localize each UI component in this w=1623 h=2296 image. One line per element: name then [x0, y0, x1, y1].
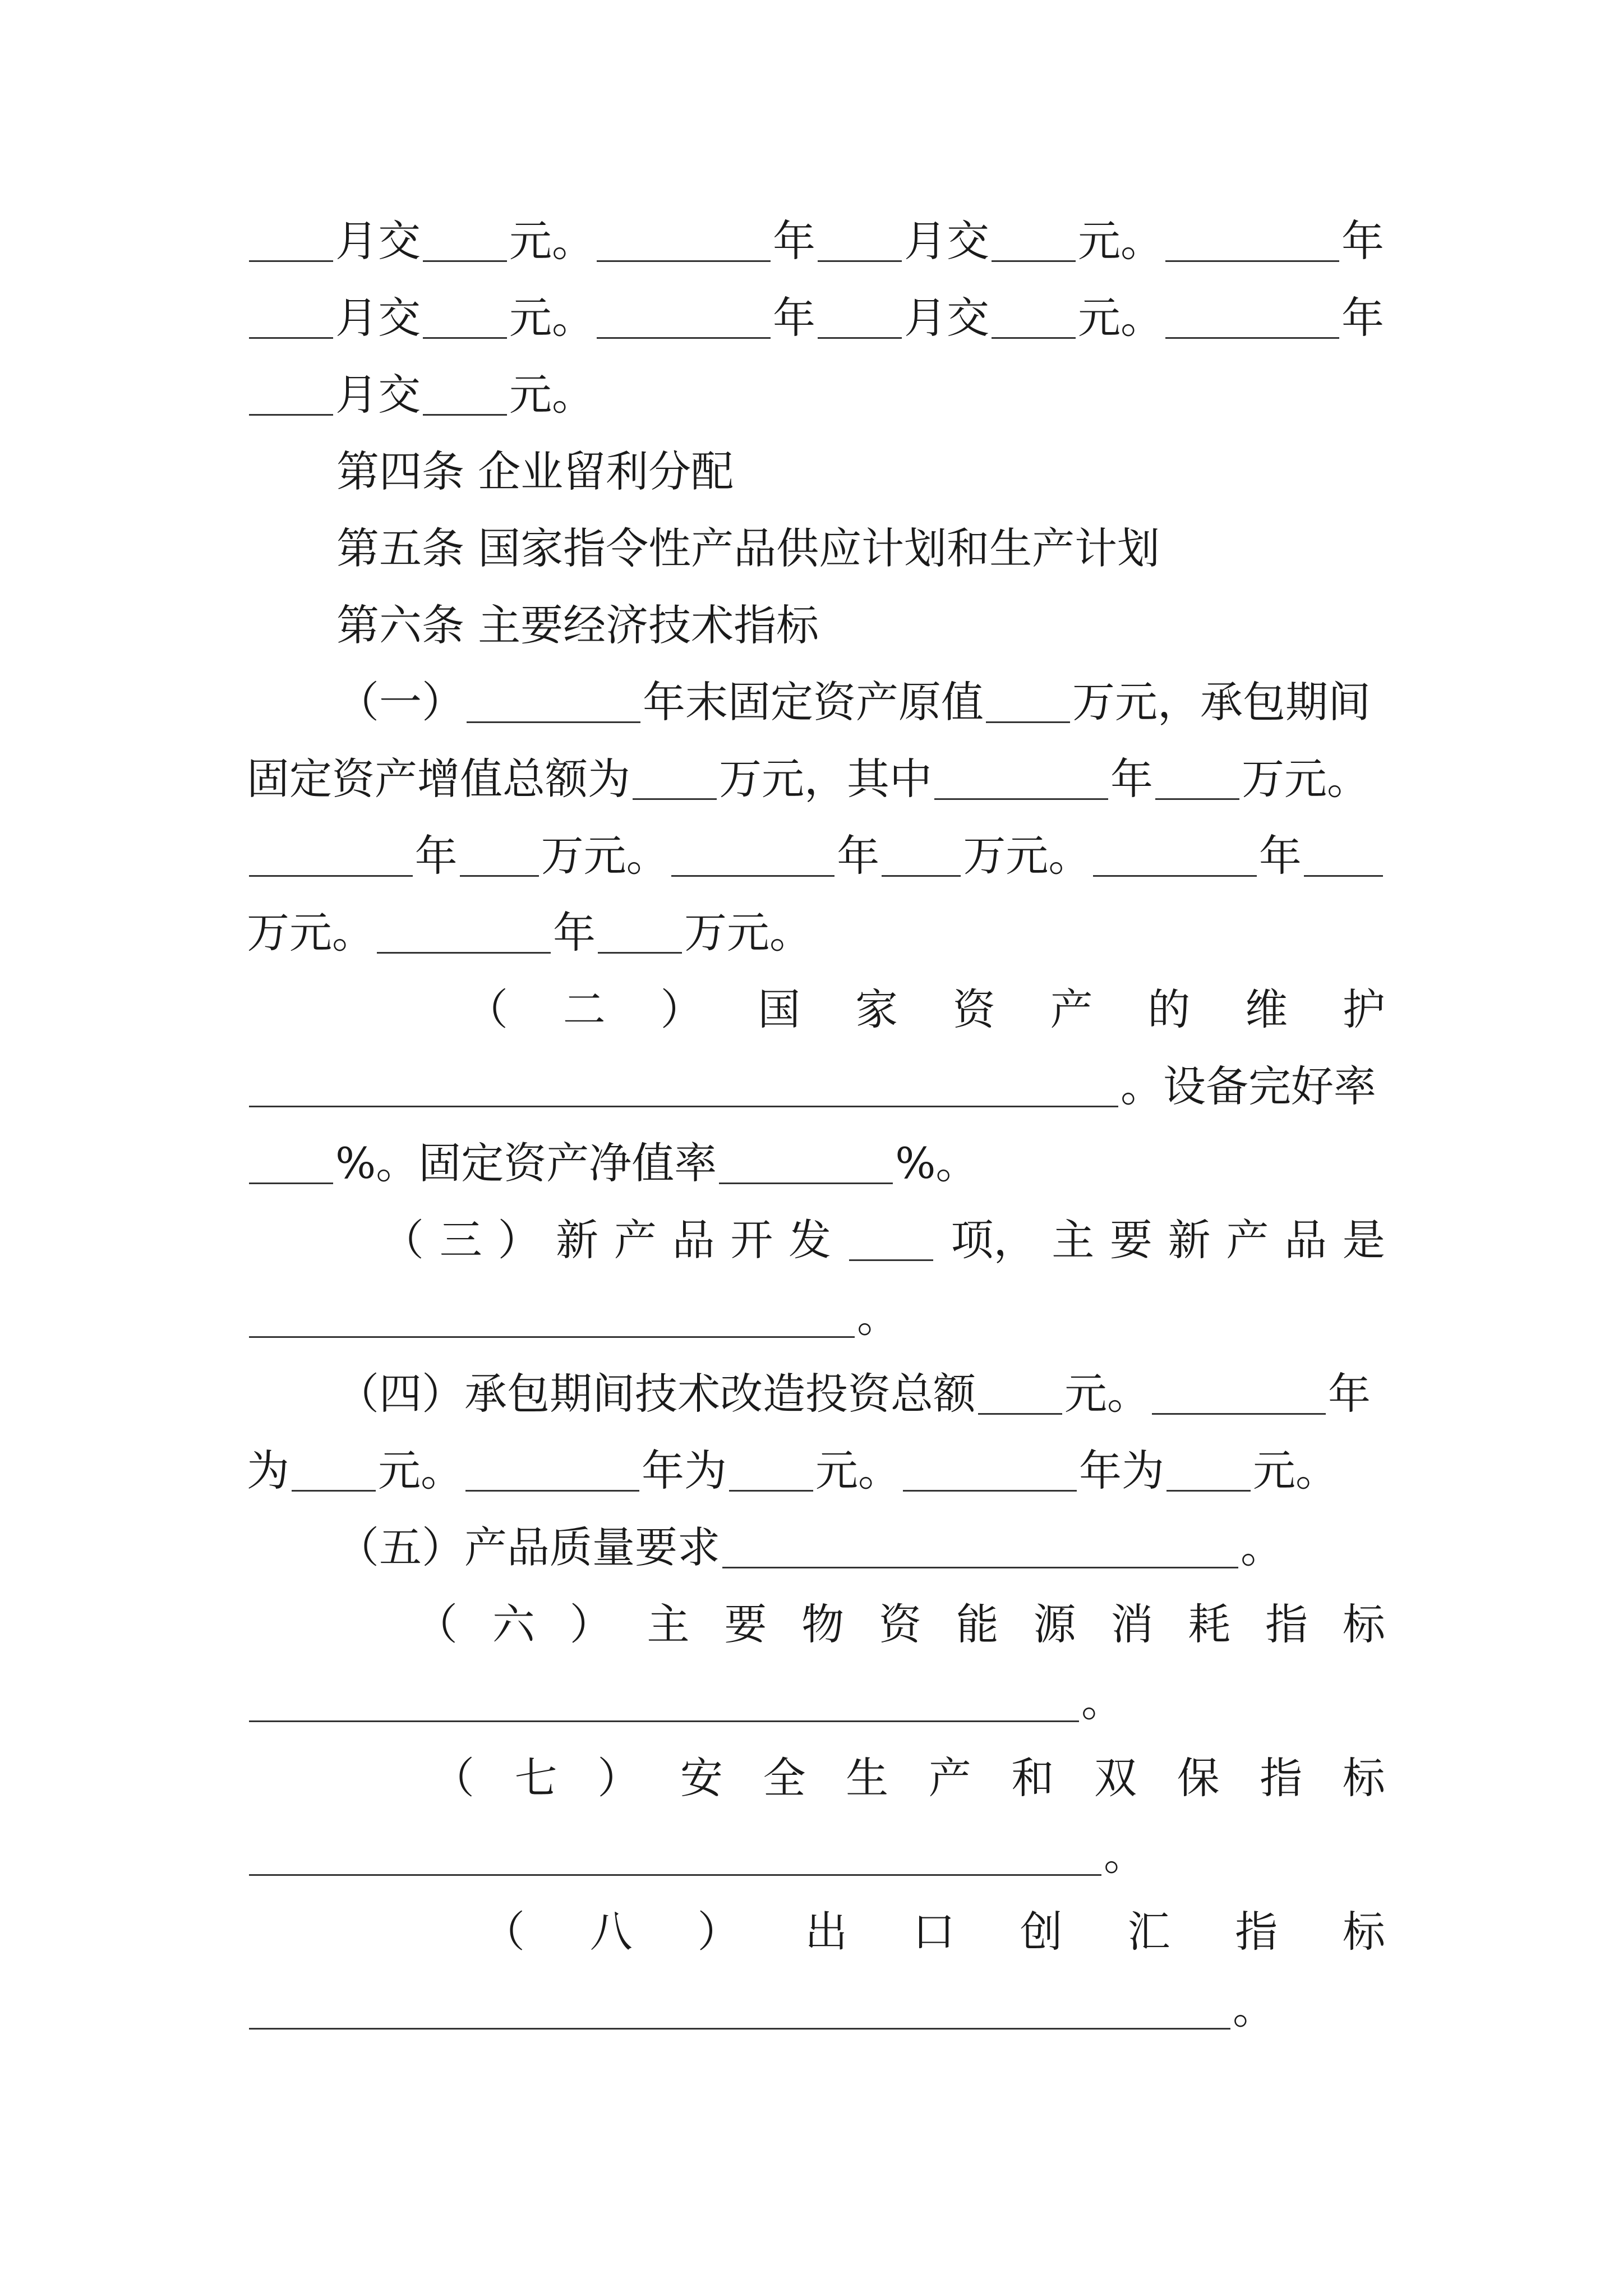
blank — [719, 1143, 893, 1184]
blank — [671, 836, 835, 877]
blank — [849, 1220, 933, 1261]
blank — [423, 221, 507, 262]
blank — [249, 1681, 1079, 1722]
item-8-line-2: 。 — [247, 1975, 1385, 2042]
blank — [249, 1066, 1118, 1107]
blank — [992, 298, 1076, 339]
blank — [249, 1143, 333, 1184]
blank — [249, 221, 333, 262]
blank — [460, 836, 539, 877]
blank — [249, 375, 333, 416]
blank — [598, 913, 682, 954]
blank — [249, 1989, 1230, 2030]
article-4: 第四条 企业留利分配 — [336, 447, 734, 496]
item-6-line-2: 。 — [247, 1668, 1385, 1735]
blank — [633, 759, 717, 800]
blank — [423, 298, 507, 339]
item-7-line-1: （ 七 ） 安 全 生 产 和 双 保 指 标 — [432, 1753, 1385, 1803]
payment-line-3: 月交 元。 — [247, 361, 1385, 429]
blank — [882, 836, 961, 877]
blank — [1155, 759, 1239, 800]
item-4-line-2: 为 元。 年为 元。 年为 元。 — [247, 1446, 1338, 1496]
blank — [249, 1835, 1101, 1876]
item-2-line-2: 。 设备完好率 — [247, 1053, 1385, 1120]
payment-line-2: 月交 元。 年 月交 元。 年 — [247, 284, 1385, 352]
item-1-line-4: 万元。 年 万元。 — [247, 908, 812, 958]
item-5: （五）产品质量要求 。 — [336, 1522, 1283, 1572]
blank — [729, 1451, 813, 1492]
item-1-line-3: 年 万元。 年 万元。 年 — [247, 822, 1385, 890]
blank — [249, 1297, 855, 1338]
blank — [423, 375, 507, 416]
item-1-line-1: （一） 年末固定资产原值 万元， 承包期间 — [336, 677, 1371, 727]
blank — [934, 759, 1108, 800]
blank — [249, 298, 333, 339]
blank — [1166, 1451, 1251, 1492]
article-5: 第五条 国家指令性产品供应计划和生产计划 — [336, 523, 1160, 573]
item-3-line-2: 。 — [247, 1283, 1385, 1351]
item-2-line-3: %。 固定资产净值率 %。 — [247, 1130, 1385, 1197]
blank — [818, 221, 902, 262]
blank — [1165, 298, 1339, 339]
blank — [292, 1451, 376, 1492]
blank — [986, 682, 1070, 723]
blank — [597, 221, 771, 262]
item-2-line-1: （ 二 ） 国 家 资 产 的 维 护 — [465, 984, 1385, 1034]
blank — [1093, 836, 1257, 877]
item-8-line-1: （ 八 ） 出 口 创 汇 指 标 — [482, 1907, 1385, 1957]
article-6: 第六条 主要经济技术指标 — [336, 600, 819, 650]
blank — [465, 1451, 639, 1492]
item-1-line-2: 固定资产增值总额为 万元， 其中 年 万元。 — [247, 754, 1370, 804]
blank — [1152, 1374, 1326, 1415]
item-6-line-1: （ 六 ） 主 要 物 资 能 源 消 耗 指 标 — [415, 1599, 1385, 1649]
blank — [978, 1374, 1062, 1415]
blank — [818, 298, 902, 339]
blank — [1165, 221, 1339, 262]
blank — [377, 913, 551, 954]
blank — [249, 836, 413, 877]
item-4-line-1: （四）承包期间技术改造投资总额 元。 年 — [336, 1369, 1371, 1419]
item-3-line-1: （ 三 ） 新 产 品 开 发 项， 主 要 新 产 品 是 — [381, 1215, 1385, 1265]
blank — [903, 1451, 1077, 1492]
blank — [722, 1527, 1238, 1568]
payment-line-1: 月交 元。 年 月交 元。 年 — [247, 208, 1385, 275]
blank — [597, 298, 771, 339]
blank — [992, 221, 1076, 262]
blank — [467, 682, 640, 723]
item-7-line-2: 。 — [247, 1821, 1385, 1889]
blank — [1304, 836, 1383, 877]
